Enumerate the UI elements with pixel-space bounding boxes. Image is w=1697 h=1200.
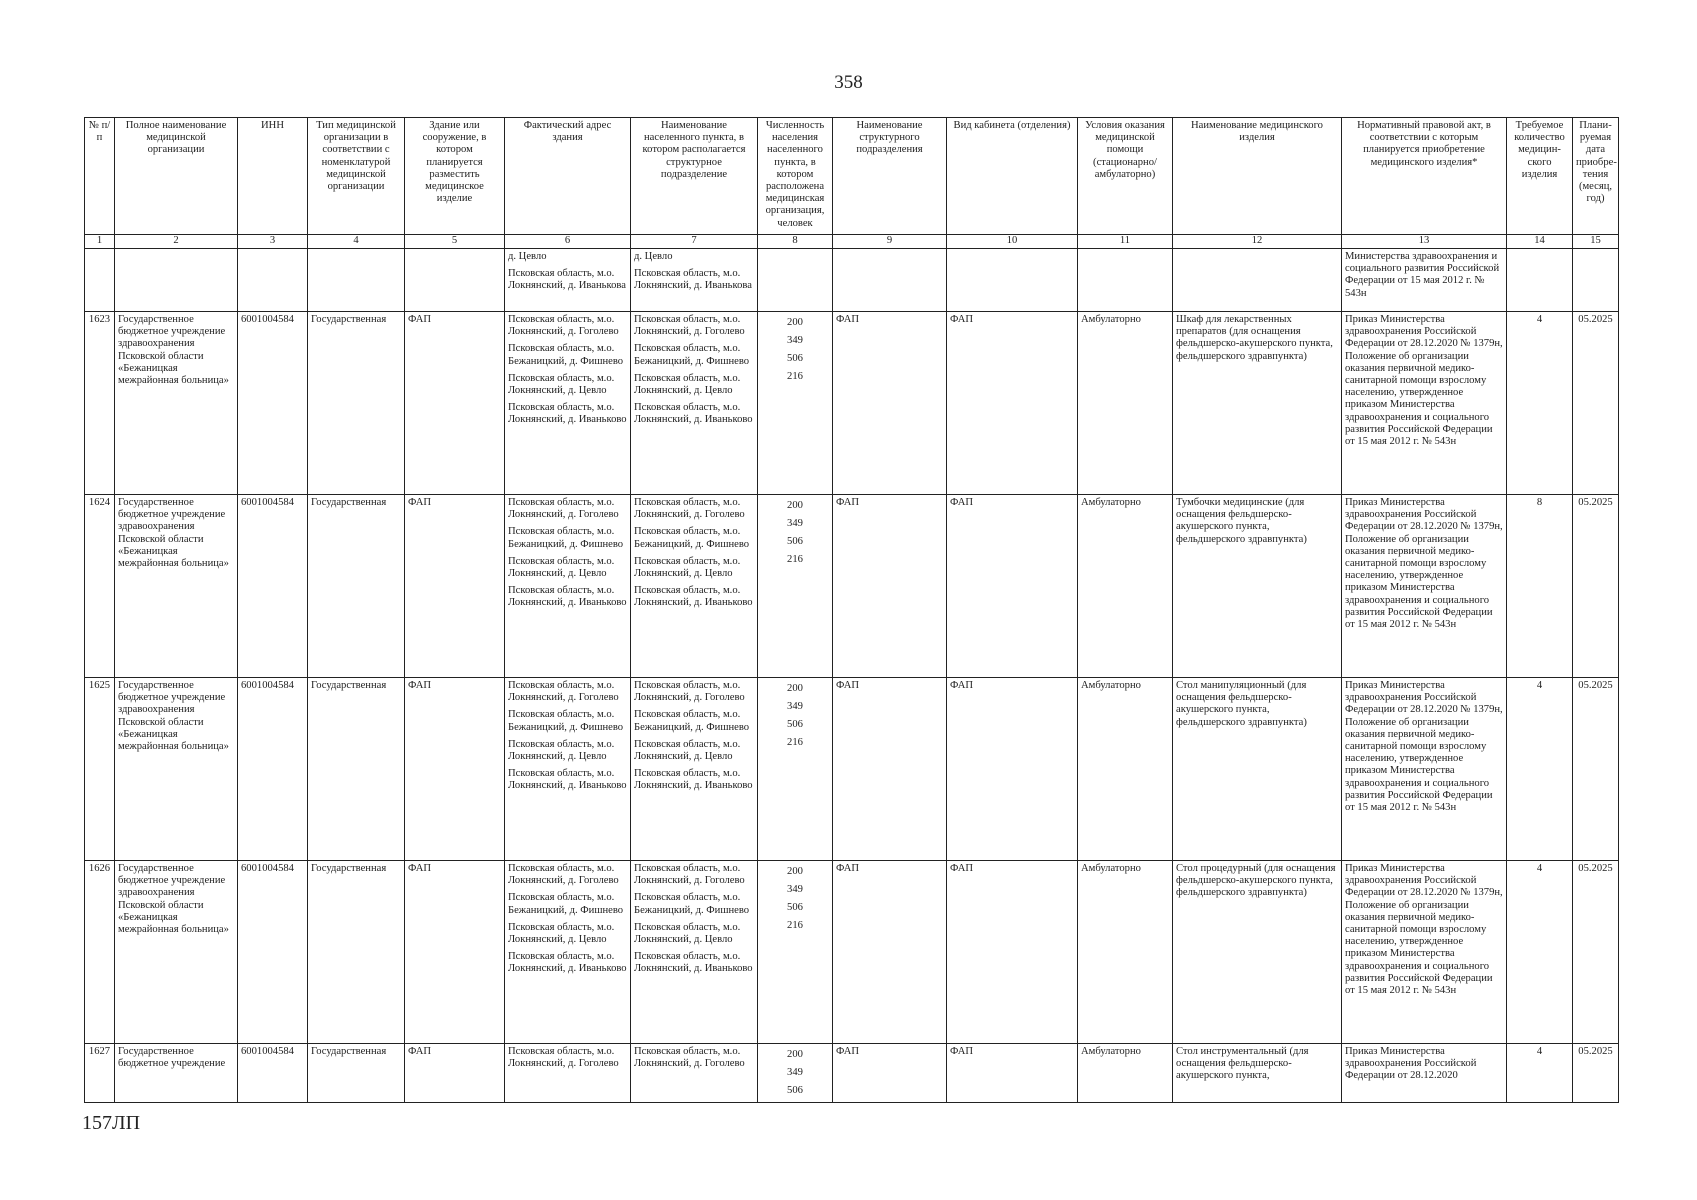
address-line: Псковская область, м.о. Локнянский, д. Иванькова [508,268,626,292]
equipment-table [84,117,1619,1103]
population-value: 200 [787,317,803,328]
cell-building: ФАП [405,312,505,495]
cell-inn: 6001004584 [238,495,308,678]
population-value: 349 [787,701,803,712]
address-line: Псковская область, м.о. Локнянский, д. Гоголево [508,314,619,338]
cell-num: 1625 [85,678,115,861]
cell-device: Стол манипуляционный (для оснащения фельдшерско-акушерского пункта, фельдшерского здравпункта) [1173,678,1342,861]
cell-settlement [631,861,758,1044]
settlement-line: Псковская область, м.о. Локнянский, д. Гоголево [634,497,745,521]
settlement-line: Псковская область, м.о. Локнянский, д. Иванькова [634,268,752,292]
col-number: 7 [631,235,758,249]
settlement-line: Псковская область, м.о. Бежаницкий, д. Фишнево [634,343,750,367]
address-line: Псковская область, м.о. Локнянский, д. Иваньково [508,402,627,426]
settlement-line: Псковская область, м.о. Локнянский, д. Иваньково [634,951,753,975]
cell-address [505,249,631,312]
settlement-line: Псковская область, м.о. Локнянский, д. Гоголево [634,680,745,704]
col-header-building: Здание или сооружение, в котором планируется разместить медицинское изделие [405,118,505,235]
cell-num [85,249,115,312]
cell-building [405,249,505,312]
address-line: Псковская область, м.о. Локнянский, д. Иваньково [508,951,627,975]
address-line: Псковская область, м.о. Бежаницкий, д. Фишнево [508,892,624,916]
settlement-line: Псковская область, м.о. Локнянский, д. Гоголево [634,1046,745,1070]
cell-cabinet: ФАП [947,861,1078,1044]
continuation-row [85,249,1619,312]
cell-type: Государственная [308,1044,405,1103]
cell-inn: 6001004584 [238,312,308,495]
table-row [85,678,1619,861]
population-value: 506 [787,1085,803,1096]
col-number: 1 [85,235,115,249]
settlement-line: Псковская область, м.о. Бежаницкий, д. Фишнево [634,709,750,733]
col-number: 4 [308,235,405,249]
cell-org: Государственное бюджетное учреждение [115,1044,238,1103]
col-header-settlement: Наименование населенного пункта, в котором располагается структурное подразделение [631,118,758,235]
cell-date: 05.2025 [1573,861,1619,1044]
cell-building: ФАП [405,861,505,1044]
col-number: 12 [1173,235,1342,249]
address-line: Псковская область, м.о. Локнянский, д. Гоголево [508,1046,619,1070]
cell-date: 05.2025 [1573,495,1619,678]
population-value: 349 [787,335,803,346]
col-header-unit: Наименование структурного подразделения [833,118,947,235]
population-value: 506 [787,353,803,364]
col-number: 9 [833,235,947,249]
col-header-address: Фактический адрес здания [505,118,631,235]
footer-code: 157ЛП [82,1112,141,1134]
population-value: 200 [787,1049,803,1060]
cell-inn [238,249,308,312]
cell-qty: 8 [1507,495,1573,678]
cell-date: 05.2025 [1573,678,1619,861]
cell-settlement [631,1044,758,1103]
cell-population [758,1044,833,1103]
cell-type: Государственная [308,861,405,1044]
population-value: 216 [787,554,803,565]
address-line: Псковская область, м.о. Локнянский, д. Иваньково [508,768,627,792]
cell-unit: ФАП [833,1044,947,1103]
cell-address [505,678,631,861]
cell-conditions: Амбулаторно [1078,861,1173,1044]
col-number: 8 [758,235,833,249]
cell-qty: 4 [1507,678,1573,861]
cell-date [1573,249,1619,312]
col-number: 2 [115,235,238,249]
cell-device [1173,249,1342,312]
col-number: 11 [1078,235,1173,249]
cell-qty [1507,249,1573,312]
col-header-type: Тип медицинской организации в соответствии с номенклатурой медицинской организации [308,118,405,235]
population-value: 200 [787,500,803,511]
col-header-inn: ИНН [238,118,308,235]
address-line: Псковская область, м.о. Локнянский, д. Гоголево [508,863,619,887]
settlement-line: Псковская область, м.о. Бежаницкий, д. Фишнево [634,526,750,550]
cell-act: Приказ Министерства здравоохранения Российской Федерации от 28.12.2020 № 1379н, Положение об организации оказания первичной медико-санитарной помощи взрослому населению, утвержденное приказом Министерства здравоохранения и социального развития Российской Федерации от 15 мая 2012 г. № 543н [1342,861,1507,1044]
cell-address [505,861,631,1044]
cell-device: Тумбочки медицинские (для оснащения фельдшерско-акушерского пункта, фельдшерского здравпункта) [1173,495,1342,678]
population-value: 216 [787,737,803,748]
cell-date: 05.2025 [1573,1044,1619,1103]
col-header-conditions: Условия оказания медицинской помощи (стационарно/ амбулаторно) [1078,118,1173,235]
col-header-act: Нормативный правовой акт, в соответствии с которым планируется приобретение медицинского изделия* [1342,118,1507,235]
col-number: 3 [238,235,308,249]
col-header-date: Плани-руемая дата приобре-тения (месяц, год) [1573,118,1619,235]
cell-device: Шкаф для лекарственных препаратов (для оснащения фельдшерско-акушерского пункта, фельдшерского здравпункта) [1173,312,1342,495]
cell-qty: 4 [1507,861,1573,1044]
cell-building: ФАП [405,678,505,861]
settlement-line: Псковская область, м.о. Локнянский, д. Иваньково [634,585,753,609]
cell-device: Стол процедурный (для оснащения фельдшерско-акушерского пункта, фельдшерского здравпункта) [1173,861,1342,1044]
settlement-line: Псковская область, м.о. Локнянский, д. Цевло [634,921,741,946]
cell-act: Приказ Министерства здравоохранения Российской Федерации от 28.12.2020 № 1379н, Положение об организации оказания первичной медико-санитарной помощи взрослому населению, утвержденное приказом Министерства здравоохранения и социального развития Российской Федерации от 15 мая 2012 г. № 543н [1342,678,1507,861]
settlement-line: д. Цевло [634,251,673,262]
cell-qty: 4 [1507,312,1573,495]
population-value: 506 [787,719,803,730]
cell-type [308,249,405,312]
settlement-line: Псковская область, м.о. Локнянский, д. Цевло [634,555,741,580]
settlement-line: Псковская область, м.о. Локнянский, д. Цевло [634,738,741,763]
column-number-row [85,235,1619,249]
col-header-num: № п/п [85,118,115,235]
address-line: Псковская область, м.о. Бежаницкий, д. Фишнево [508,526,624,550]
cell-unit: ФАП [833,495,947,678]
cell-address [505,1044,631,1103]
cell-act: Приказ Министерства здравоохранения Российской Федерации от 28.12.2020 № 1379н, Положение об организации оказания первичной медико-санитарной помощи взрослому населению, утвержденное приказом Министерства здравоохранения и социального развития Российской Федерации от 15 мая 2012 г. № 543н [1342,312,1507,495]
cell-inn: 6001004584 [238,1044,308,1103]
cell-cabinet: ФАП [947,678,1078,861]
col-header-cabinet: Вид кабинета (отделения) [947,118,1078,235]
address-line: Псковская область, м.о. Бежаницкий, д. Фишнево [508,709,624,733]
col-number: 10 [947,235,1078,249]
cell-date: 05.2025 [1573,312,1619,495]
cell-num: 1624 [85,495,115,678]
col-number: 15 [1573,235,1619,249]
address-line: Псковская область, м.о. Локнянский, д. Цевло [508,921,615,946]
cell-org [115,249,238,312]
cell-settlement [631,678,758,861]
address-line: Псковская область, м.о. Локнянский, д. Цевло [508,738,615,763]
cell-act: Приказ Министерства здравоохранения Российской Федерации от 28.12.2020 № 1379н, Положение об организации оказания первичной медико-санитарной помощи взрослому населению, утвержденное приказом Министерства здравоохранения и социального развития Российской Федерации от 15 мая 2012 г. № 543н [1342,495,1507,678]
cell-population [758,312,833,495]
table-row [85,312,1619,495]
address-line: Псковская область, м.о. Локнянский, д. Гоголево [508,680,619,704]
cell-building: ФАП [405,495,505,678]
cell-inn: 6001004584 [238,678,308,861]
cell-num: 1623 [85,312,115,495]
cell-cabinet: ФАП [947,1044,1078,1103]
settlement-line: Псковская область, м.о. Бежаницкий, д. Фишнево [634,892,750,916]
cell-num: 1627 [85,1044,115,1103]
cell-settlement [631,312,758,495]
cell-org: Государственное бюджетное учреждение здравоохранения Псковской области «Бежаницкая межрайонная больница» [115,861,238,1044]
population-value: 200 [787,683,803,694]
cell-unit [833,249,947,312]
cell-unit: ФАП [833,861,947,1044]
cell-cabinet [947,249,1078,312]
header-row [85,118,1619,235]
cell-cabinet: ФАП [947,495,1078,678]
cell-cabinet: ФАП [947,312,1078,495]
population-value: 349 [787,1067,803,1078]
table-row [85,495,1619,678]
cell-conditions [1078,249,1173,312]
col-number: 13 [1342,235,1507,249]
population-value: 216 [787,371,803,382]
population-value: 216 [787,920,803,931]
settlement-line: Псковская область, м.о. Локнянский, д. Гоголево [634,863,745,887]
population-value: 349 [787,518,803,529]
population-value: 506 [787,536,803,547]
cell-conditions: Амбулаторно [1078,1044,1173,1103]
address-line: Псковская область, м.о. Локнянский, д. Цевло [508,555,615,580]
settlement-line: Псковская область, м.о. Локнянский, д. Иваньково [634,402,753,426]
address-line: Псковская область, м.о. Локнянский, д. Гоголево [508,497,619,521]
cell-population [758,249,833,312]
cell-act: Министерства здравоохранения и социального развития Российской Федерации от 15 мая 2012 г. № 543н [1342,249,1507,312]
cell-qty: 4 [1507,1044,1573,1103]
address-line: Псковская область, м.о. Локнянский, д. Иваньково [508,585,627,609]
cell-type: Государственная [308,312,405,495]
address-line: Псковская область, м.о. Локнянский, д. Цевло [508,372,615,397]
cell-population [758,495,833,678]
cell-type: Государственная [308,678,405,861]
cell-inn: 6001004584 [238,861,308,1044]
col-header-device: Наименование медицинского изделия [1173,118,1342,235]
address-line: Псковская область, м.о. Бежаницкий, д. Фишнево [508,343,624,367]
cell-address [505,495,631,678]
cell-org: Государственное бюджетное учреждение здравоохранения Псковской области «Бежаницкая межрайонная больница» [115,312,238,495]
cell-device: Стол инструментальный (для оснащения фельдшерско-акушерского пункта, [1173,1044,1342,1103]
cell-settlement [631,495,758,678]
page-number: 358 [834,72,863,93]
cell-type: Государственная [308,495,405,678]
settlement-line: Псковская область, м.о. Локнянский, д. Иваньково [634,768,753,792]
col-header-population: Численность населения населенного пункта, в котором расположена медицинская организация, человек [758,118,833,235]
col-number: 14 [1507,235,1573,249]
table-row [85,861,1619,1044]
population-value: 506 [787,902,803,913]
col-number: 5 [405,235,505,249]
cell-num: 1626 [85,861,115,1044]
col-number: 6 [505,235,631,249]
population-value: 349 [787,884,803,895]
cell-settlement [631,249,758,312]
population-value: 200 [787,866,803,877]
address-line: д. Цевло [508,251,547,262]
table-row [85,1044,1619,1103]
cell-conditions: Амбулаторно [1078,495,1173,678]
cell-unit: ФАП [833,678,947,861]
cell-building: ФАП [405,1044,505,1103]
cell-org: Государственное бюджетное учреждение здравоохранения Псковской области «Бежаницкая межрайонная больница» [115,495,238,678]
col-header-org: Полное наименование медицинской организации [115,118,238,235]
cell-address [505,312,631,495]
cell-conditions: Амбулаторно [1078,678,1173,861]
settlement-line: Псковская область, м.о. Локнянский, д. Гоголево [634,314,745,338]
cell-population [758,861,833,1044]
cell-org: Государственное бюджетное учреждение здравоохранения Псковской области «Бежаницкая межрайонная больница» [115,678,238,861]
col-header-qty: Требуемое количество медицин-ского изделия [1507,118,1573,235]
cell-act: Приказ Министерства здравоохранения Российской Федерации от 28.12.2020 [1342,1044,1507,1103]
settlement-line: Псковская область, м.о. Локнянский, д. Цевло [634,372,741,397]
cell-conditions: Амбулаторно [1078,312,1173,495]
cell-unit: ФАП [833,312,947,495]
cell-population [758,678,833,861]
